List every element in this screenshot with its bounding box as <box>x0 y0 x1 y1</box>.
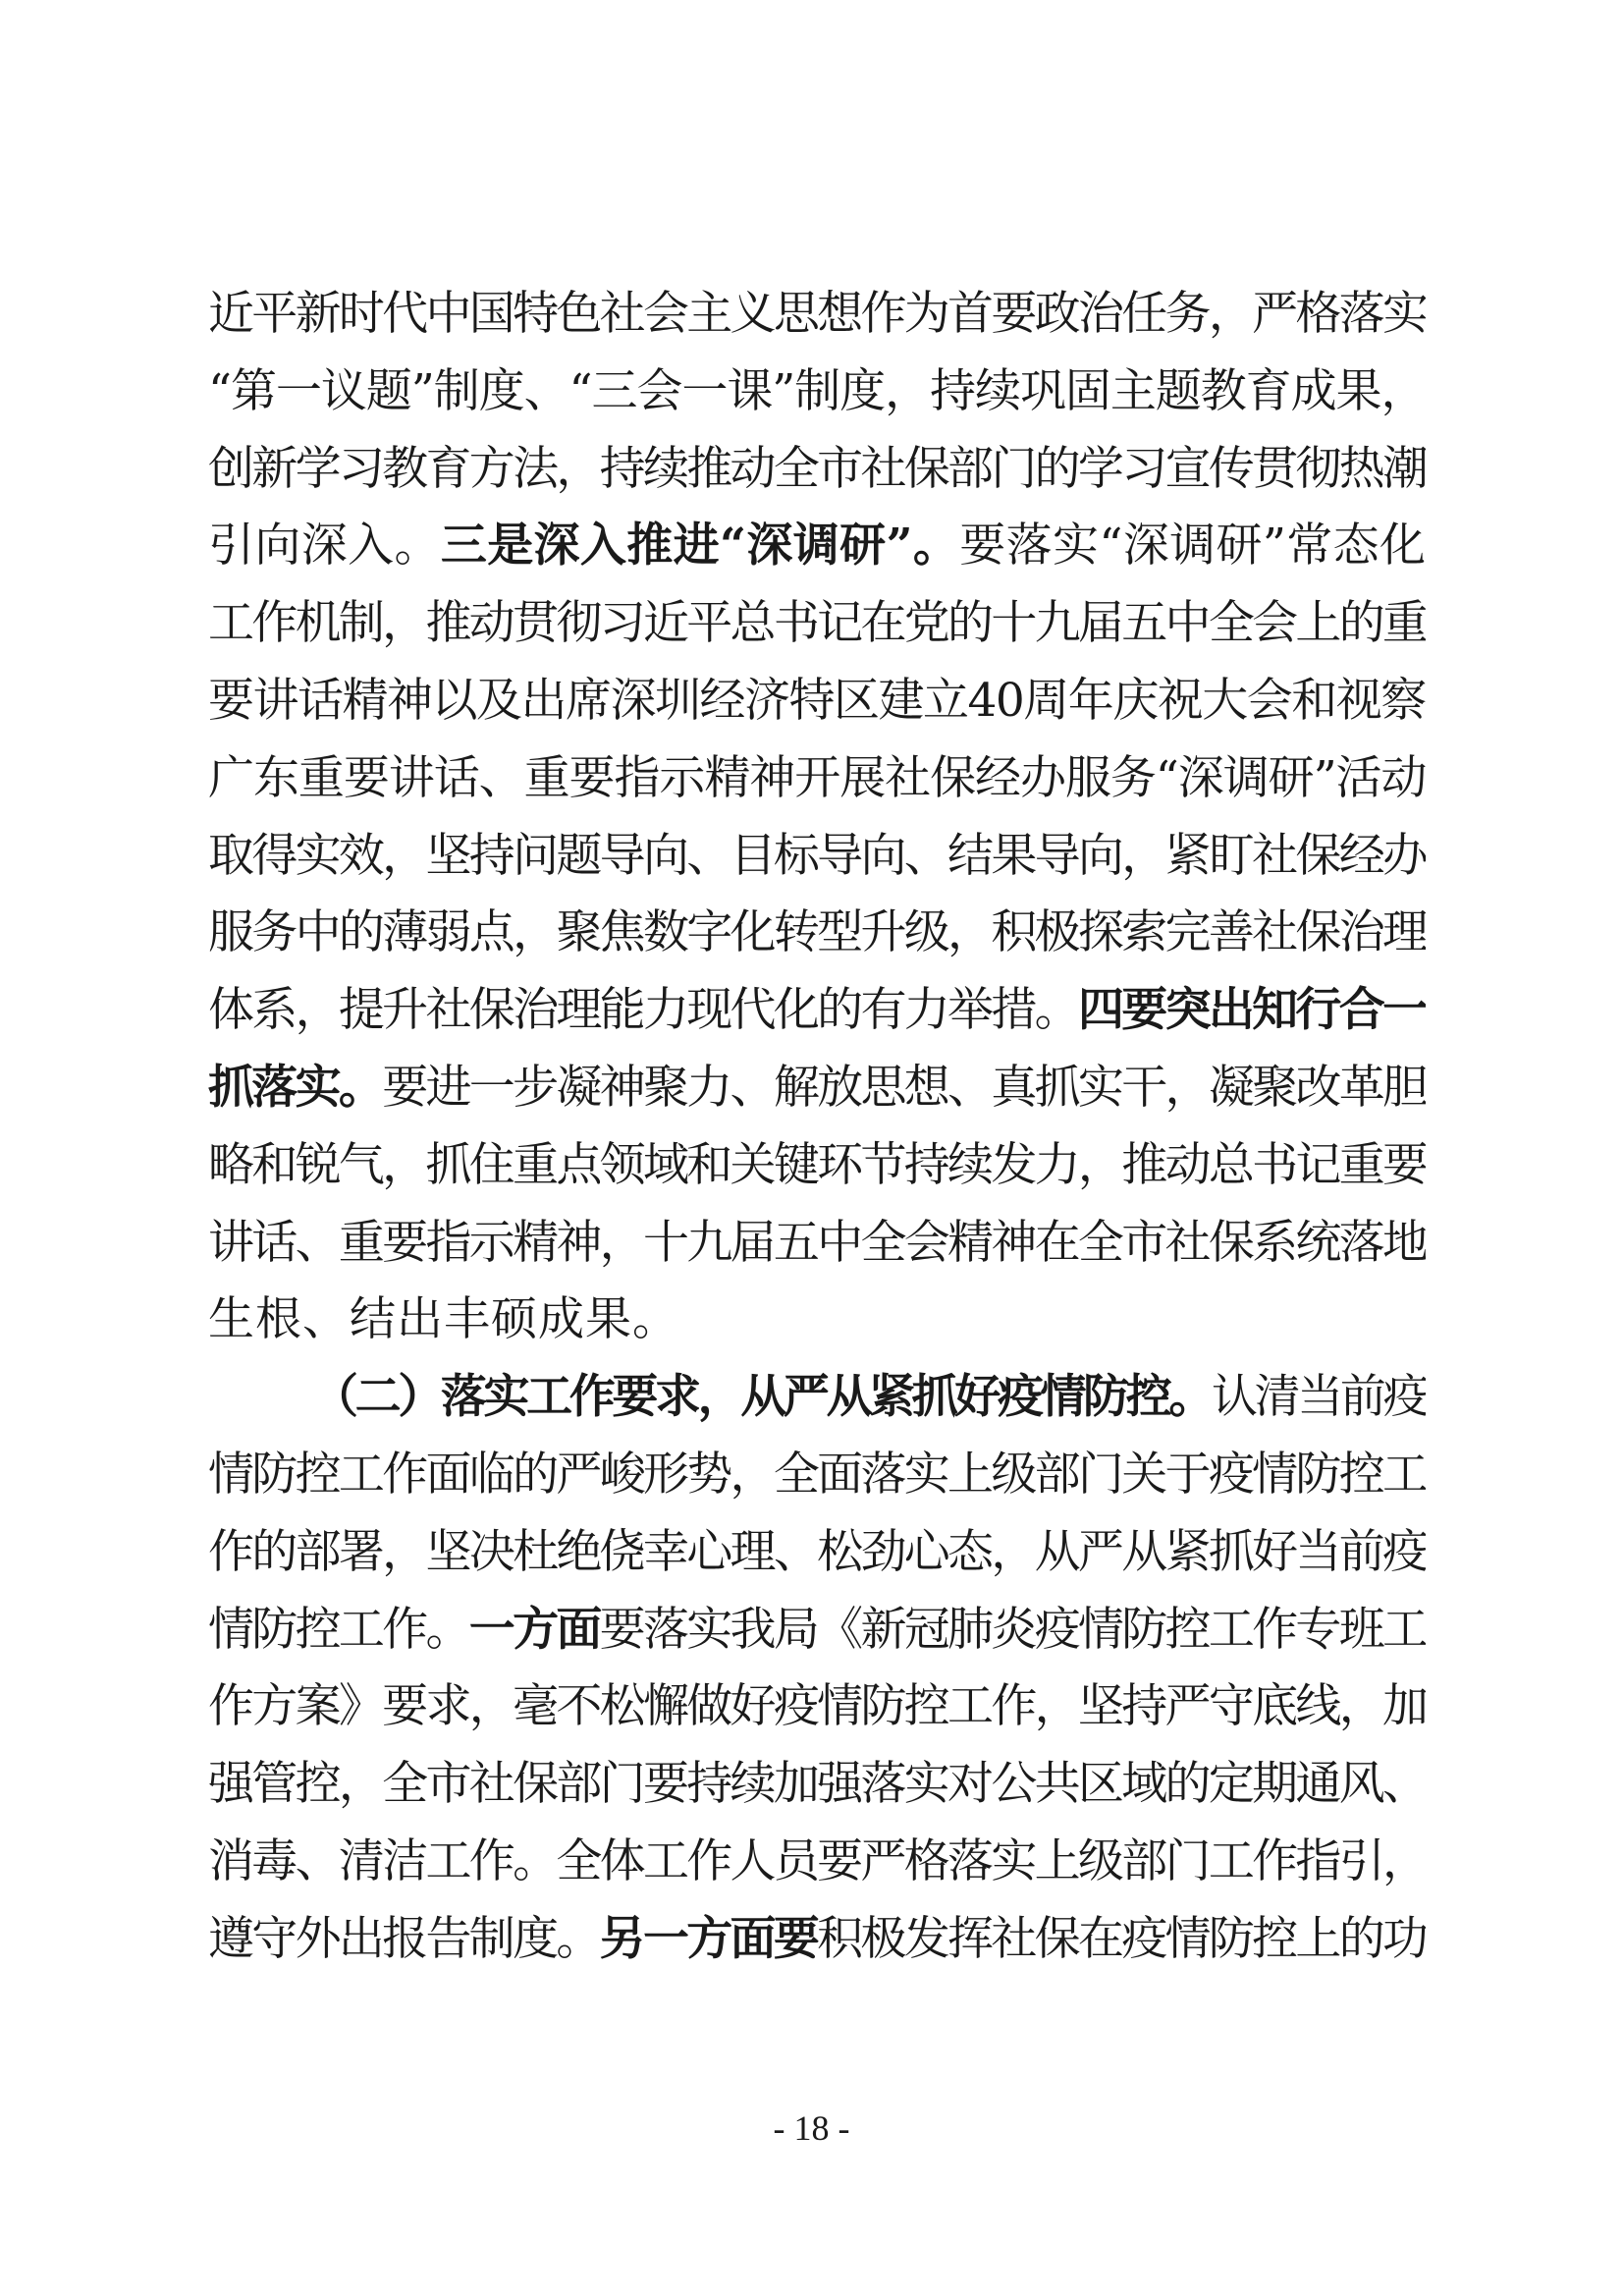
text-segment: 遵守外出报告制度。 <box>208 1912 600 1966</box>
text-segment: 消毒、清洁工作。全体工作人员要严格落实上级部门工作指引， <box>208 1834 1426 1888</box>
text-segment: 要讲话精神以及出席深圳经济特区建立40周年庆祝大会和视察 <box>208 674 1426 728</box>
bold-text-segment: （二）落实工作要求，从严从紧抓好疫情防控。 <box>312 1370 1213 1424</box>
text-segment: 作方案》要求，毫不松懈做好疫情防控工作，坚持严守底线，加 <box>208 1679 1426 1733</box>
paragraph-line <box>208 517 1426 575</box>
paragraph-line <box>208 1910 1426 1969</box>
paragraph-line <box>208 827 1426 886</box>
text-segment: 积极发挥社保在疫情防控上的功 <box>817 1912 1426 1966</box>
paragraph-line <box>208 1677 1426 1736</box>
paragraph-line <box>208 749 1426 808</box>
bold-text-segment: 三是深入推进“深调研”。 <box>440 519 960 573</box>
paragraph-line <box>208 362 1426 421</box>
text-segment: 要落实“深调研”常态化 <box>959 519 1426 573</box>
paragraph-line <box>208 1832 1426 1891</box>
paragraph-line <box>208 440 1426 499</box>
paragraph-line <box>208 1755 1426 1814</box>
text-segment: 要进一步凝神聚力、解放思想、真抓实干，凝聚改革胆 <box>382 1061 1426 1115</box>
text-segment: 工作机制，推动贯彻习近平总书记在党的十九届五中全会上的重 <box>208 596 1426 650</box>
bold-text-segment: 抓落实。 <box>208 1061 383 1115</box>
paragraph-line <box>208 1290 1426 1349</box>
paragraph-line <box>208 672 1426 731</box>
text-segment: 近平新时代中国特色社会主义思想作为首要政治任务，严格落实 <box>208 287 1426 341</box>
paragraph-line <box>208 903 1426 962</box>
bold-text-segment: 另一方面要 <box>599 1912 818 1966</box>
paragraph-line <box>208 594 1426 653</box>
paragraph-line <box>208 1523 1426 1582</box>
text-segment: 引向深入。 <box>208 519 441 573</box>
text-segment: 生根、结出丰硕成果。 <box>208 1292 679 1346</box>
page-number: - 18 - <box>773 2108 850 2148</box>
paragraph-line <box>208 1446 1426 1504</box>
text-segment: 广东重要讲话、重要指示精神开展社保经办服务“深调研”活动 <box>208 751 1426 805</box>
text-segment: 情防控工作。 <box>208 1603 469 1657</box>
text-segment: 取得实效，坚持问题导向、目标导向、结果导向，紧盯社保经办 <box>208 829 1426 883</box>
paragraph-line <box>208 1136 1426 1195</box>
text-segment: 认清当前疫 <box>1212 1370 1426 1424</box>
text-segment: 服务中的薄弱点，聚焦数字化转型升级，积极探索完善社保治理 <box>208 905 1426 959</box>
text-segment: “第一议题”制度、“三会一课”制度，持续巩固主题教育成果， <box>208 364 1426 418</box>
text-segment: 创新学习教育方法，持续推动全市社保部门的学习宣传贯彻热潮 <box>208 442 1426 496</box>
text-segment: 作的部署，坚决杜绝侥幸心理、松劲心态，从严从紧抓好当前疫 <box>208 1525 1426 1579</box>
paragraph-line <box>208 981 1426 1040</box>
text-segment: 情防控工作面临的严峻形势，全面落实上级部门关于疫情防控工 <box>208 1448 1426 1502</box>
bold-text-segment: 一方面 <box>468 1603 600 1657</box>
paragraph-line <box>208 1214 1426 1273</box>
paragraph-line <box>208 1601 1426 1660</box>
bold-text-segment: 四要突出知行合一 <box>1077 983 1426 1037</box>
paragraph-line <box>208 285 1426 344</box>
text-segment: 要落实我局《新冠肺炎疫情防控工作专班工 <box>599 1603 1426 1657</box>
text-segment: 略和锐气，抓住重点领域和关键环节持续发力，推动总书记重要 <box>208 1138 1426 1192</box>
paragraph-line <box>208 1059 1426 1118</box>
paragraph-line <box>312 1368 1426 1427</box>
text-segment: 强管控，全市社保部门要持续加强落实对公共区域的定期通风、 <box>208 1757 1426 1811</box>
text-segment: 讲话、重要指示精神，十九届五中全会精神在全市社保系统落地 <box>208 1216 1426 1270</box>
text-segment: 体系，提升社保治理能力现代化的有力举措。 <box>208 983 1078 1037</box>
